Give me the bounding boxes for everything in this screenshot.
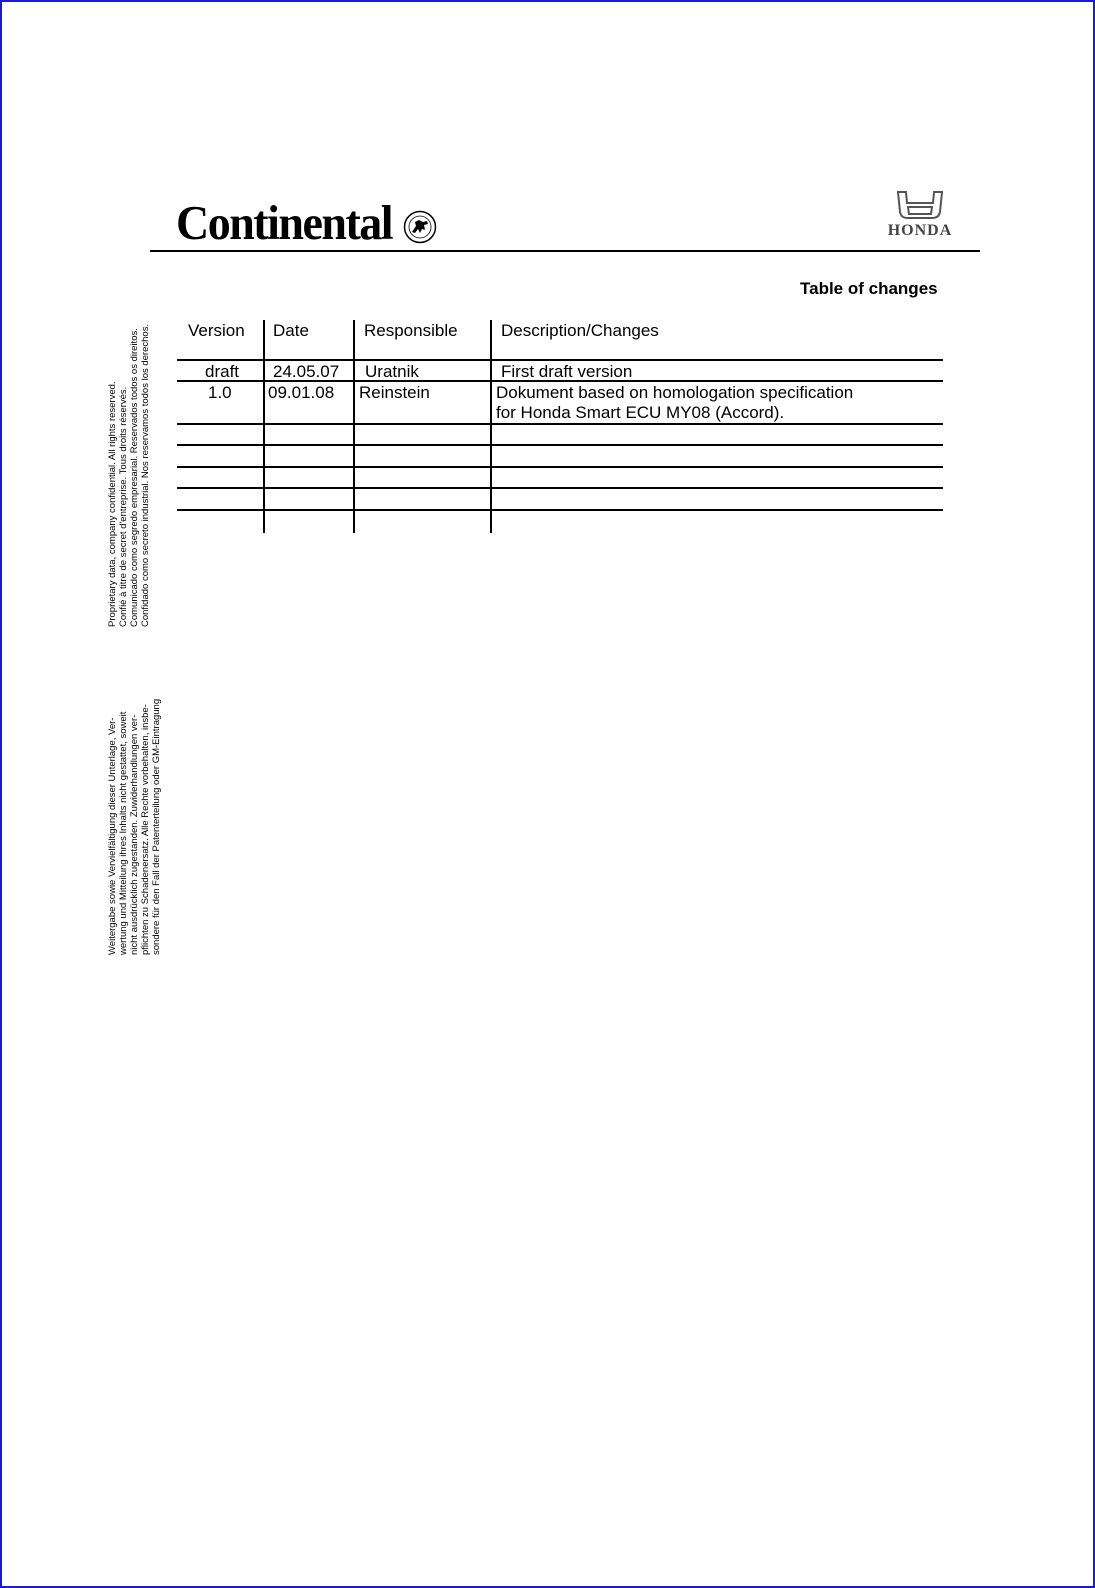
notice-line: Weitergabe sowie Vervielfältigung dieser Unterlage, Ver-	[107, 717, 118, 955]
table-rule	[177, 444, 943, 446]
header-rule	[150, 250, 980, 252]
table-column-rule	[353, 320, 355, 533]
table-column-rule	[263, 320, 265, 533]
honda-wordmark: HONDA	[887, 222, 953, 239]
cell-responsible: Uratnik	[365, 362, 419, 381]
cell-description: First draft version	[501, 362, 633, 381]
honda-logo	[872, 190, 968, 240]
table-rule	[177, 487, 943, 489]
notice-line: Confié à titre de secret d'entreprise. Tous droits réservés.	[118, 386, 129, 627]
header-date: Date	[273, 321, 309, 340]
cell-version: draft	[205, 362, 240, 381]
notice-line: nicht ausdrücklich zugestanden. Zuwiderhandlungen ver-	[129, 714, 140, 955]
table-rule	[177, 423, 943, 425]
cell-date: 24.05.07	[273, 362, 340, 381]
continental-horse-seal-icon	[403, 210, 437, 244]
notice-line: wertung und Mitteilung ihres Inhalts nicht gestattet, soweit	[118, 711, 129, 955]
confidentiality-notice	[107, 324, 151, 627]
table-rule	[177, 466, 943, 468]
header-responsible: Responsible	[364, 321, 458, 340]
notice-line: pflichten zu Schadenersatz. Alle Rechte vorbehalten, insbe-	[140, 704, 151, 955]
page-title: Table of changes	[800, 279, 938, 298]
header-description: Description/Changes	[501, 321, 659, 340]
table-rule	[177, 509, 943, 511]
notice-line: Proprietary data, company confidential. All rights reserved.	[107, 381, 118, 627]
german-copyright-notice	[107, 699, 162, 955]
cell-description: Dokument based on homologation specification	[496, 383, 854, 402]
cell-responsible: Reinstein	[359, 383, 430, 402]
header-version: Version	[188, 321, 245, 340]
table-rule	[177, 359, 943, 361]
notice-line: Comunicado como segredo empresarial. Reservados todos os direitos.	[129, 328, 140, 627]
honda-wing-icon	[894, 190, 946, 220]
cell-description: for Honda Smart ECU MY08 (Accord).	[496, 403, 785, 422]
table-column-rule	[490, 320, 492, 533]
notice-line: sondere für den Fall der Patenterteilung oder GM-Eintragung	[151, 698, 162, 955]
continental-logo: Continental	[176, 195, 393, 250]
notice-line: Confidado como secreto industrial. Nos reservamos todos los derechos.	[140, 323, 151, 627]
cell-date: 09.01.08	[268, 383, 335, 402]
cell-version: 1.0	[208, 383, 232, 402]
